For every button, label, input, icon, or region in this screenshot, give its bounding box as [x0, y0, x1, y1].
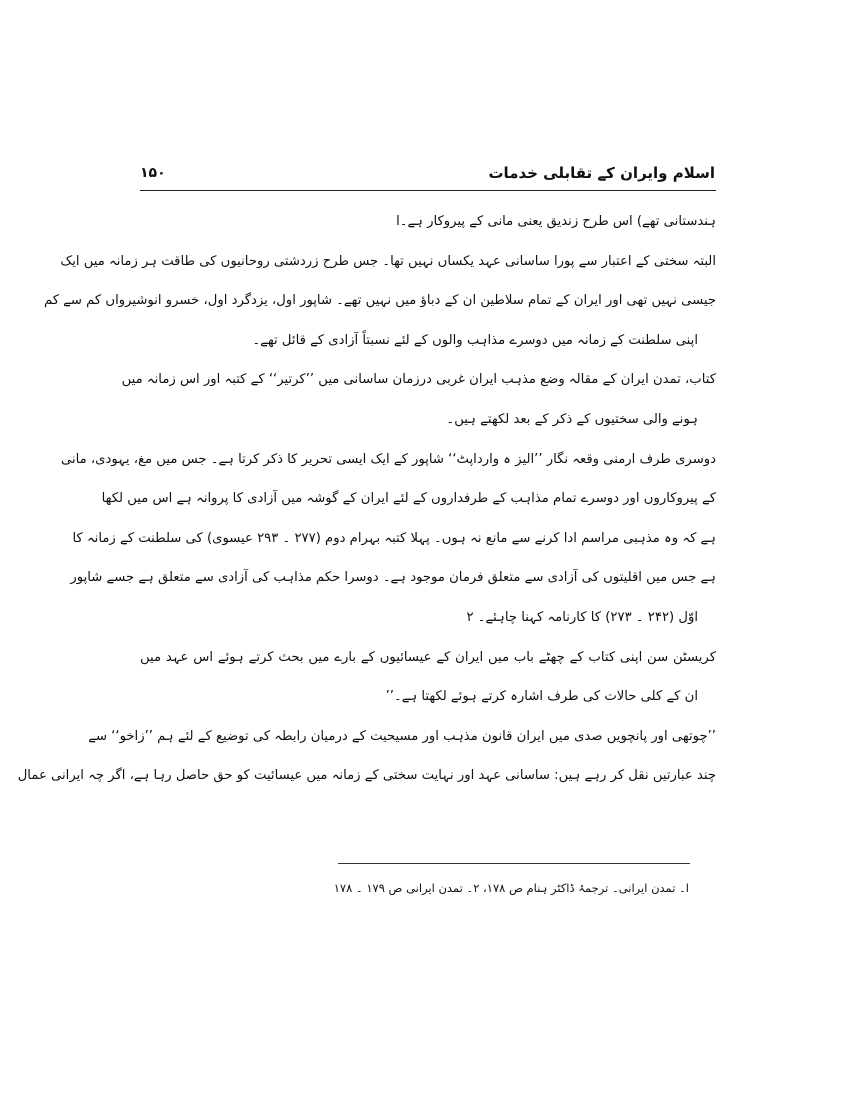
text-line: اپنی سلطنت کے زمانہ میں دوسرے مذاہب والوں کے لئے نسبتاً آزادی کے قائل تھے۔	[252, 332, 698, 348]
text-line: ہے جس میں اقلیتوں کی آزادی سے متعلق فرمان موجود ہے۔ دوسرا حکم مذاہب کی آزادی سے متعلق ہے جسے شاپور	[70, 570, 716, 586]
running-header	[140, 158, 715, 188]
body-text	[17, 202, 716, 796]
text-line: کریسٹن سن اپنی کتاب کے چھٹے باب میں ایران کے عیسائیوں کے بارے میں بحث کرتے ہوئے اس عہد میں	[140, 649, 716, 665]
text-line: البتہ سختی کے اعتبار سے پورا ساسانی عہد یکساں نہیں تھا۔ جس طرح زردشتی روحانیوں کی طاقت ہر زمانہ میں ایک	[60, 253, 716, 269]
text-line: ہندستانی تھے) اس طرح زندیق یعنی مانی کے پیروکار ہے۔ا	[396, 214, 716, 229]
text-line: کے پیروکاروں اور دوسرے تمام مذاہب کے طرفداروں کے لئے ایران کے گوشہ میں آزادی کا پروانہ ہے اس میں لکھا	[101, 491, 716, 507]
text-line: جیسی نہیں تھی اور ایران کے تمام سلاطین ان کے دباؤ میں نہیں تھے۔ شاپور اول، یزدگرد اول، خسرو انوشیرواں کم سے کم	[43, 293, 716, 309]
header-rule	[140, 190, 716, 191]
text-line: ہونے والی سختیوں کے ذکر کے بعد لکھتے ہیں۔	[446, 411, 698, 427]
footnote-rule	[338, 863, 690, 864]
text-line: ہے کہ وہ مذہبی مراسم ادا کرنے سے مانع نہ ہوں۔ پہلا کتبہ بہرام دوم (۲۷۷ ۔ ۲۹۳ عیسوی) کی سلطنت کے زمانہ کا	[72, 530, 716, 546]
text-line: کتاب، تمدن ایران کے مقالہ وضع مذہب ایران غربی درزمان ساسانی میں ’’کرتیر‘‘ کے کتبہ اور اس زمانہ میں	[121, 372, 716, 388]
text-line: ’’چوتھی اور پانچویں صدی میں ایران قانون مذہب اور مسیحیت کے درمیان رابطہ کی توضیع کے لئے ہم ’’زاخو‘‘ سے	[88, 728, 716, 744]
text-line: چند عبارتیں نقل کر رہے ہیں: ساسانی عہد اور نہایت سختی کے زمانہ میں عیسائیت کو حق حاصل رہا ہے، اگر چہ ایرانی عمال	[17, 768, 716, 784]
footnote: ا۔ تمدن ایرانی۔ ترجمۂ ڈاکٹر ہنام ص ۱۷۸، ۲۔ تمدن ایرانی ص ۱۷۹ ۔ ۱۷۸	[333, 881, 689, 895]
text-line: اوّل (۲۴۲ ۔ ۲۷۳) کا کارنامہ کہنا چاہئے۔ ۲	[466, 609, 698, 625]
text-line: ان کے کلی حالات کی طرف اشارہ کرتے ہوئے لکھتا ہے۔’’	[385, 689, 698, 705]
page-number: ۱۵۰	[140, 165, 166, 181]
header-title: اسلام وایران کے تقابلی خدمات	[488, 164, 715, 182]
text-line: دوسری طرف ارمنی وقعہ نگار ’’الیز ہ وارداپٹ‘‘ شاپور کے ایک ایسی تحریر کا ذکر کرتا ہے۔ جس میں مغ، یہودی، مانی	[60, 451, 716, 467]
